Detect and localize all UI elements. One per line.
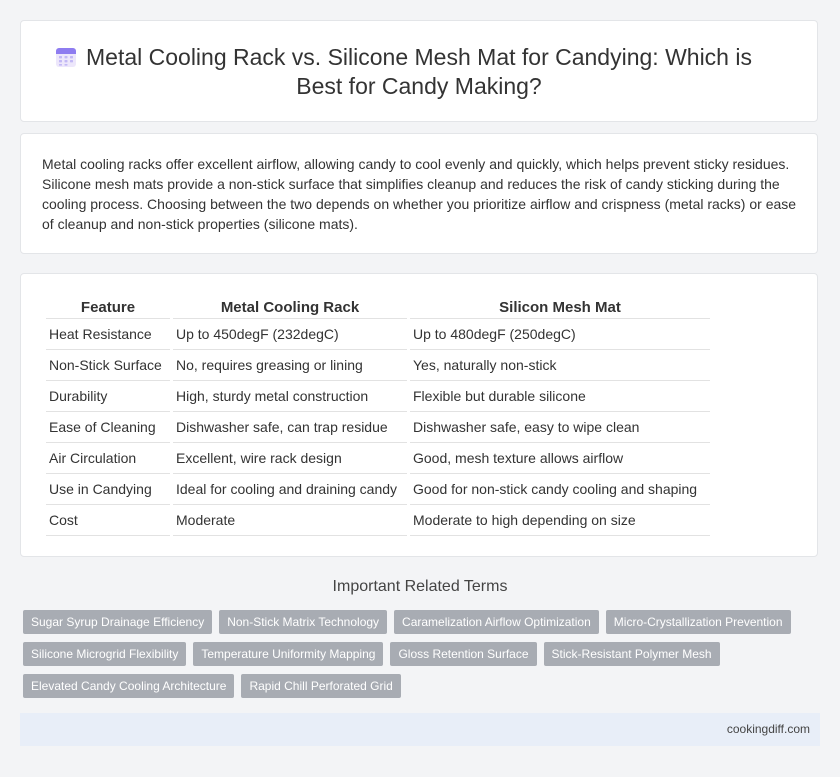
footer <box>20 713 820 746</box>
related-term-tag[interactable]: Elevated Candy Cooling Architecture <box>23 674 234 698</box>
metal-rack-cell: Ideal for cooling and draining candy <box>173 474 407 505</box>
metal-rack-cell: Moderate <box>173 505 407 536</box>
metal-rack-cell: Excellent, wire rack design <box>173 443 407 474</box>
comparison-card <box>20 273 818 557</box>
related-term-tag[interactable]: Sugar Syrup Drainage Efficiency <box>23 610 212 634</box>
intro-paragraph: Metal cooling racks offer excellent airflow, allowing candy to cool evenly and quickly, which helps prevent sticky residues. Silicone mesh mats provide a non-stick surface that simplifies cleanup and reduces the risk of candy sticking during the cooling process. Choosing between the two depends on whether you prioritize airflow and crispness (metal racks) or ease of cleanup and non-stick properties (silicone mats). <box>42 156 797 232</box>
page-title-line-1: Metal Cooling Rack vs. Silicone Mesh Mat for Candying: Which is <box>86 44 752 70</box>
table-row <box>46 412 710 443</box>
title-card <box>20 20 818 122</box>
metal-rack-cell: No, requires greasing or lining <box>173 350 407 381</box>
silicone-mat-cell: Up to 480degF (250degC) <box>410 319 710 350</box>
feature-cell: Air Circulation <box>46 443 170 474</box>
header-feature: Feature <box>46 296 170 319</box>
related-terms-heading: Important Related Terms <box>332 578 508 595</box>
feature-cell: Cost <box>46 505 170 536</box>
related-term-tag[interactable]: Stick-Resistant Polymer Mesh <box>544 642 720 666</box>
comparison-table <box>43 296 713 536</box>
silicone-mat-cell: Dishwasher safe, easy to wipe clean <box>410 412 710 443</box>
metal-rack-cell: Dishwasher safe, can trap residue <box>173 412 407 443</box>
related-term-tag[interactable]: Caramelization Airflow Optimization <box>394 610 599 634</box>
table-row <box>46 505 710 536</box>
related-term-tag[interactable]: Gloss Retention Surface <box>390 642 536 666</box>
silicone-mat-cell: Yes, naturally non-stick <box>410 350 710 381</box>
related-terms-list <box>23 610 803 698</box>
header-silicon-mesh-mat: Silicon Mesh Mat <box>410 296 710 319</box>
related-term-tag[interactable]: Micro-Crystallization Prevention <box>606 610 791 634</box>
page-title-line-2: Best for Candy Making? <box>296 73 542 99</box>
table-row <box>46 381 710 412</box>
feature-cell: Heat Resistance <box>46 319 170 350</box>
silicone-mat-cell: Good for non-stick candy cooling and shaping <box>410 474 710 505</box>
table-row <box>46 319 710 350</box>
table-row <box>46 443 710 474</box>
related-term-tag[interactable]: Rapid Chill Perforated Grid <box>241 674 400 698</box>
table-header-row <box>46 296 710 319</box>
related-term-tag[interactable]: Temperature Uniformity Mapping <box>193 642 383 666</box>
footer-site-link[interactable]: cookingdiff.com <box>726 722 810 736</box>
metal-rack-cell: High, sturdy metal construction <box>173 381 407 412</box>
header-metal-cooling-rack: Metal Cooling Rack <box>173 296 407 319</box>
silicone-mat-cell: Moderate to high depending on size <box>410 505 710 536</box>
intro-card <box>20 133 818 254</box>
related-term-tag[interactable]: Non-Stick Matrix Technology <box>219 610 387 634</box>
page-title <box>21 43 817 101</box>
table-row <box>46 474 710 505</box>
related-term-tag[interactable]: Silicone Microgrid Flexibility <box>23 642 186 666</box>
feature-cell: Use in Candying <box>46 474 170 505</box>
silicone-mat-cell: Flexible but durable silicone <box>410 381 710 412</box>
feature-cell: Durability <box>46 381 170 412</box>
silicone-mat-cell: Good, mesh texture allows airflow <box>410 443 710 474</box>
table-row <box>46 350 710 381</box>
feature-cell: Non-Stick Surface <box>46 350 170 381</box>
metal-rack-cell: Up to 450degF (232degC) <box>173 319 407 350</box>
feature-cell: Ease of Cleaning <box>46 412 170 443</box>
